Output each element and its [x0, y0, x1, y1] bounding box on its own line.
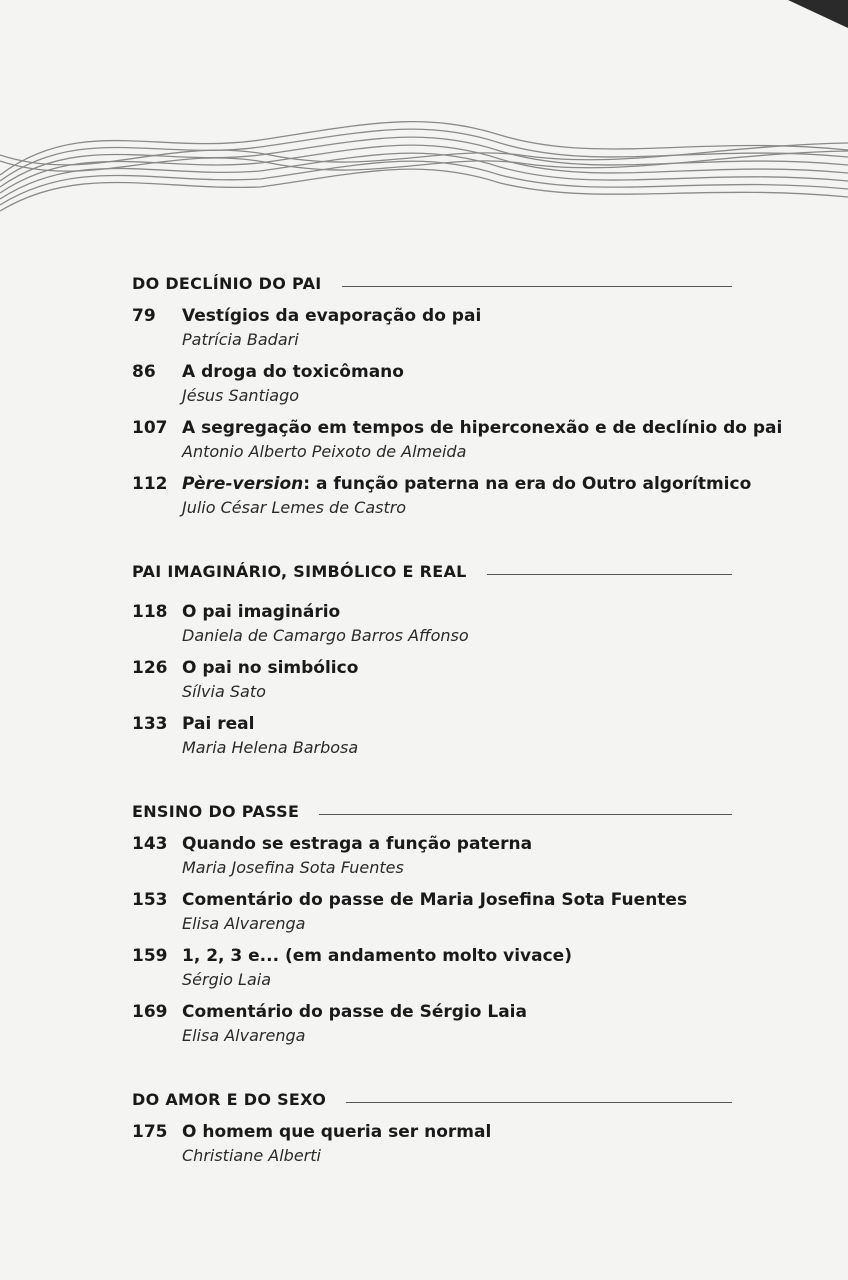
section-header	[132, 562, 732, 581]
entry-title: A segregação em tempos de hiperconexão e de declínio do pai	[182, 418, 783, 438]
entry-title: Pai real	[182, 714, 255, 734]
entry-author: Sérgio Laia	[182, 970, 272, 989]
entry-author: Maria Josefina Sota Fuentes	[182, 858, 404, 877]
section-header	[132, 274, 732, 293]
entry-author: Julio César Lemes de Castro	[182, 498, 407, 517]
entry-author: Christiane Alberti	[182, 1146, 321, 1165]
page-number: 79	[132, 306, 156, 326]
entry-author: Jésus Santiago	[182, 386, 300, 405]
page-number: 175	[132, 1122, 168, 1142]
entry-title: Comentário do passe de Maria Josefina Sota Fuentes	[182, 890, 688, 910]
page-number: 169	[132, 1002, 168, 1022]
page-number: 118	[132, 602, 168, 622]
entry-title-italic: Père-version	[182, 474, 304, 494]
section-header	[132, 1090, 732, 1109]
section-rule	[342, 286, 732, 287]
page-number: 86	[132, 362, 156, 382]
entry-title	[182, 474, 751, 494]
entry-title: Quando se estraga a função paterna	[182, 834, 533, 854]
section-header	[132, 802, 732, 821]
entry-author: Elisa Alvarenga	[182, 1026, 306, 1045]
section-title: DO DECLÍNIO DO PAI	[132, 274, 322, 293]
page-number: 133	[132, 714, 168, 734]
entry-author: Daniela de Camargo Barros Affonso	[182, 626, 469, 645]
section-rule	[487, 574, 732, 575]
entry-author: Sílvia Sato	[182, 682, 266, 701]
section-title: DO AMOR E DO SEXO	[132, 1090, 327, 1109]
entry-author: Elisa Alvarenga	[182, 914, 306, 933]
entry-title: O pai imaginário	[182, 602, 341, 622]
entry-title: O homem que queria ser normal	[182, 1122, 492, 1142]
entry-author: Patrícia Badari	[182, 330, 299, 349]
page-number: 112	[132, 474, 168, 494]
section-rule	[346, 1102, 732, 1103]
section-title: ENSINO DO PASSE	[132, 802, 300, 821]
entry-title: O pai no simbólico	[182, 658, 359, 678]
entry-author: Maria Helena Barbosa	[182, 738, 359, 757]
entry-author: Antonio Alberto Peixoto de Almeida	[182, 442, 467, 461]
page-number: 126	[132, 658, 168, 678]
entry-title: A droga do toxicômano	[182, 362, 404, 382]
page-number: 107	[132, 418, 168, 438]
entry-title: 1, 2, 3 e... (em andamento molto vivace)	[182, 946, 572, 966]
wave-lines-decoration	[0, 95, 848, 235]
section-title: PAI IMAGINÁRIO, SIMBÓLICO E REAL	[132, 562, 467, 581]
section-rule	[319, 814, 732, 815]
page-number: 143	[132, 834, 168, 854]
page-number: 159	[132, 946, 168, 966]
page-corner-shadow	[788, 0, 848, 28]
page-number: 153	[132, 890, 168, 910]
entry-title: Comentário do passe de Sérgio Laia	[182, 1002, 527, 1022]
entry-title: Vestígios da evaporação do pai	[182, 306, 482, 326]
entry-title-rest: : a função paterna na era do Outro algorítmico	[303, 474, 752, 494]
